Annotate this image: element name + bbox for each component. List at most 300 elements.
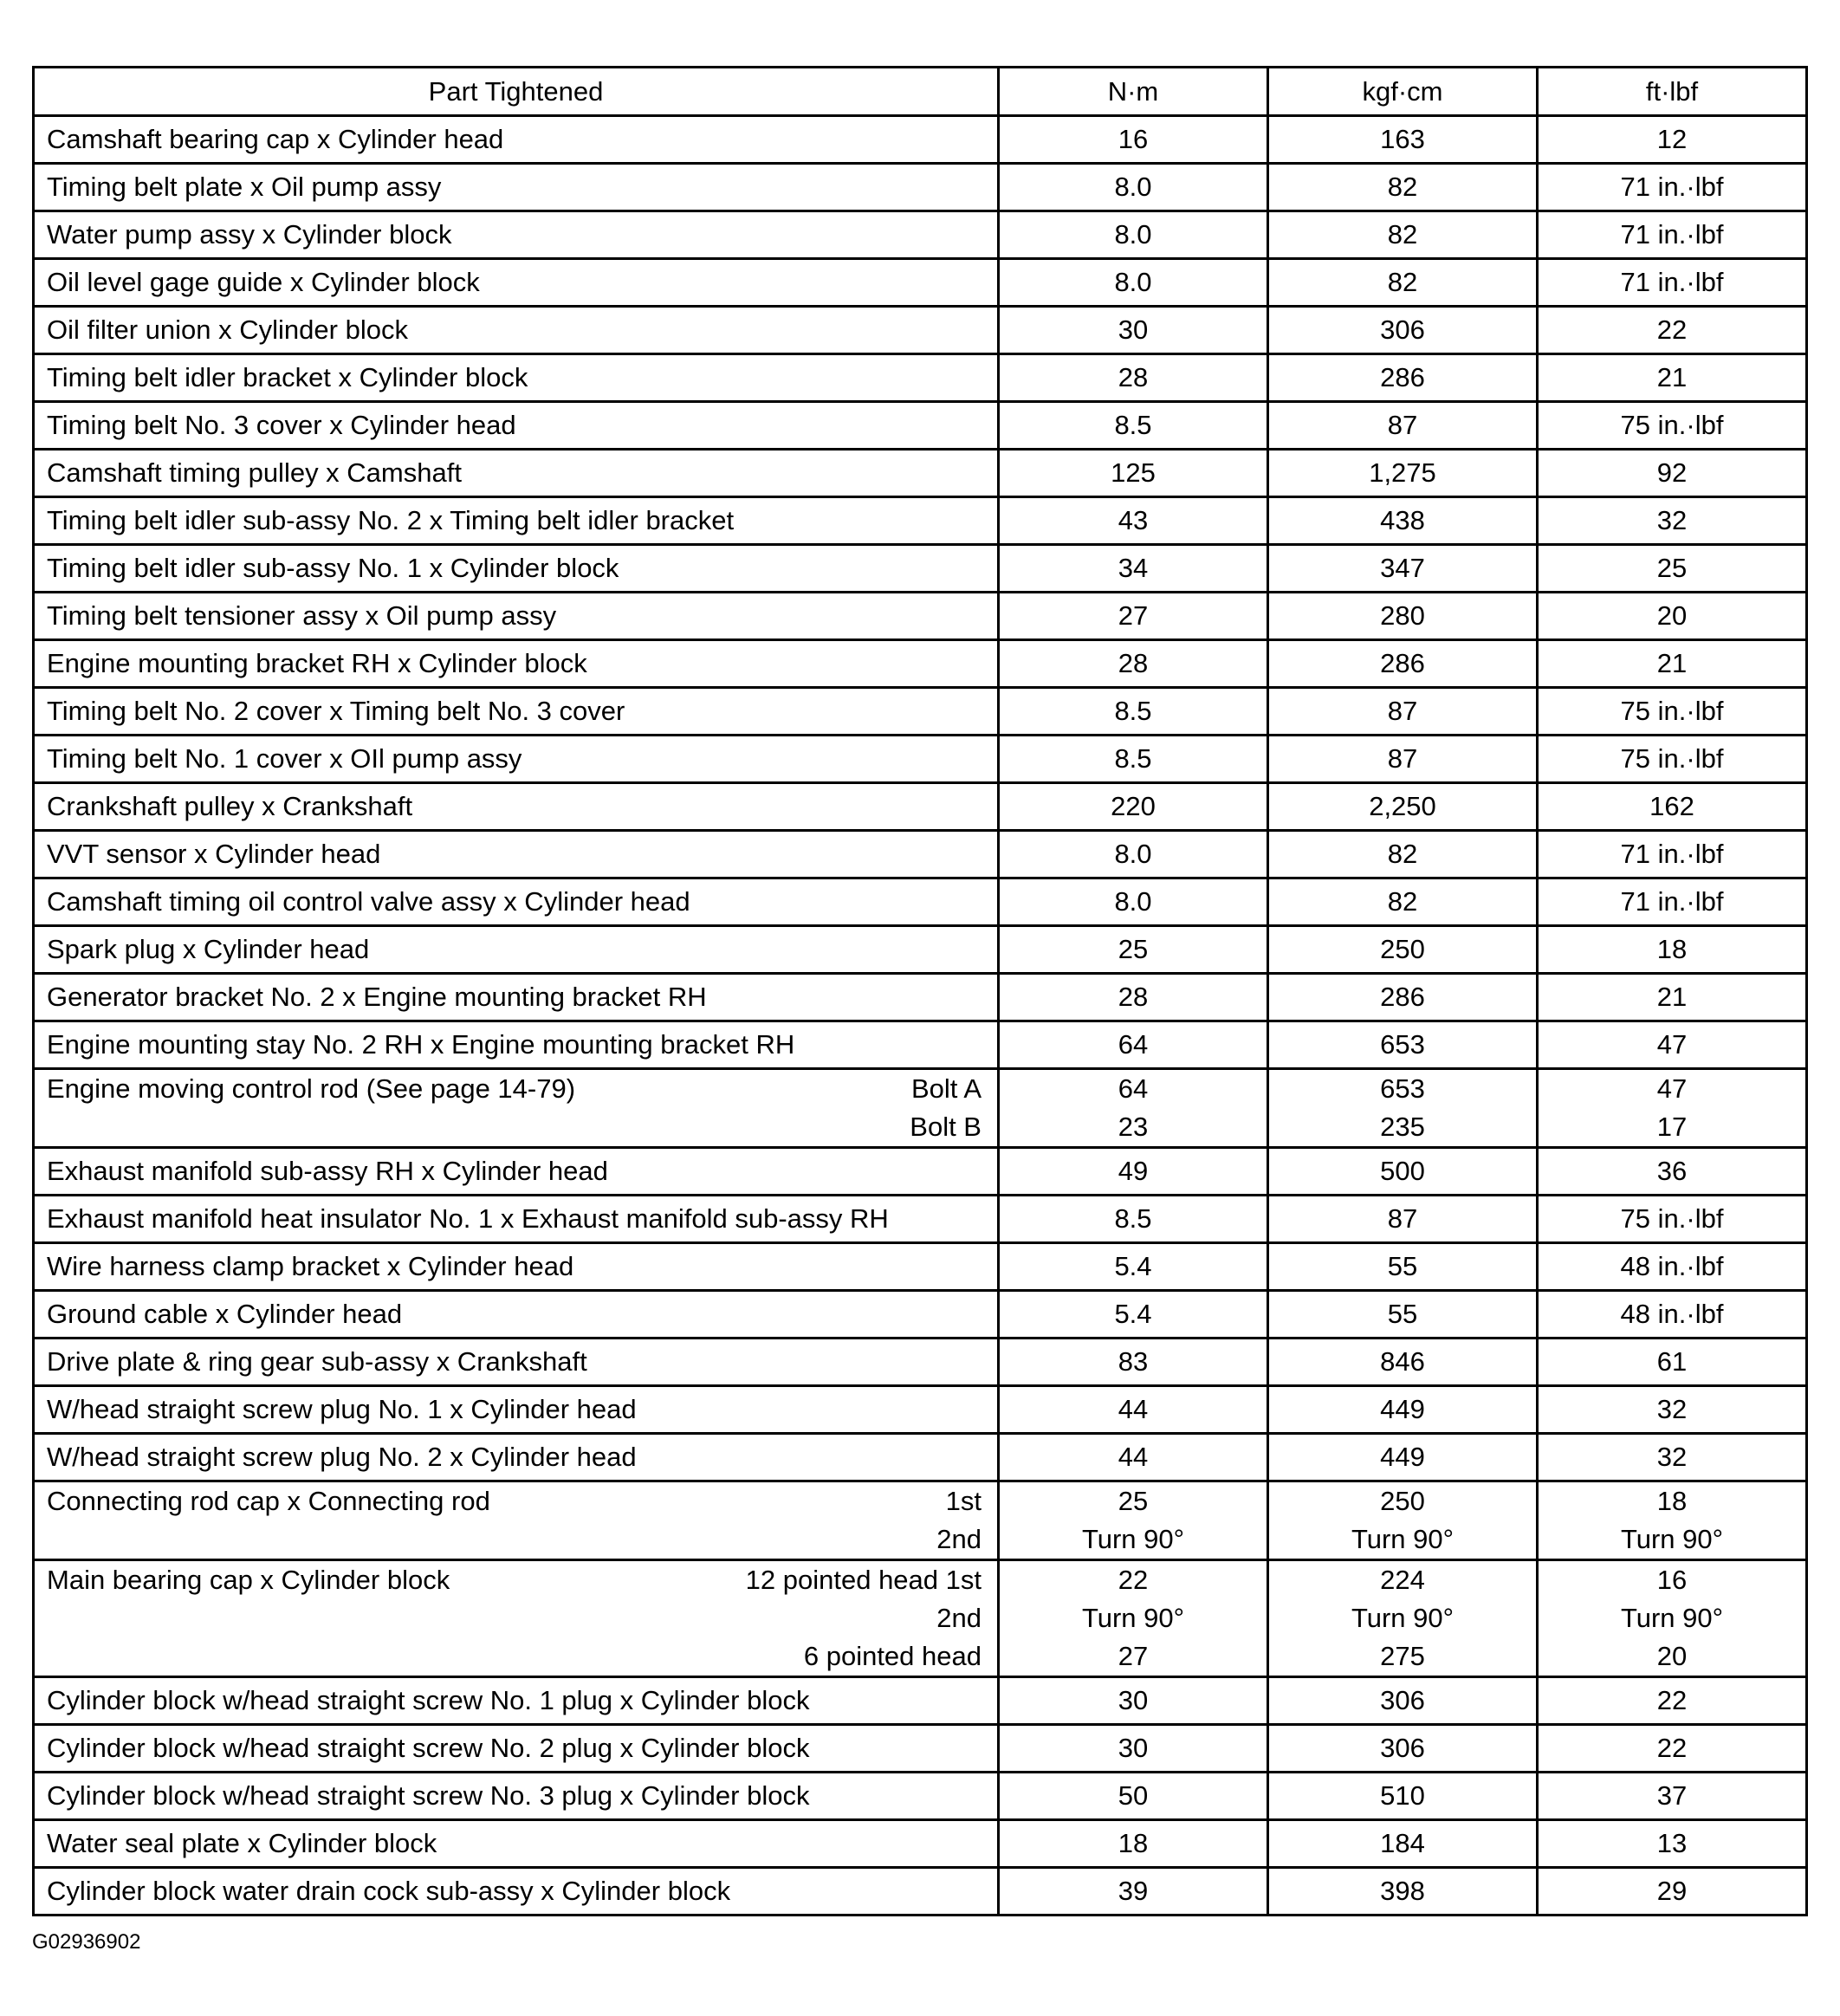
kgfcm-cell	[1268, 1434, 1538, 1481]
value: 449	[1380, 1442, 1425, 1472]
ftlbf-cell	[1538, 1434, 1807, 1481]
nm-cell	[999, 1481, 1268, 1560]
part-name: W/head straight screw plug No. 2 x Cylinder head	[47, 1442, 637, 1472]
table-row	[34, 1243, 1807, 1291]
kgfcm-cell	[1268, 1560, 1538, 1677]
nm-cell	[999, 926, 1268, 974]
part-cell	[34, 1196, 999, 1243]
table-row	[34, 1339, 1807, 1386]
value: 653	[1380, 1029, 1425, 1060]
kgfcm-cell	[1268, 211, 1538, 259]
nm-cell	[999, 497, 1268, 545]
value: 37	[1656, 1780, 1688, 1811]
ftlbf-cell	[1538, 878, 1807, 926]
ftlbf-cell	[1538, 783, 1807, 831]
kgfcm-cell	[1268, 1148, 1538, 1196]
value: 306	[1380, 1685, 1425, 1715]
part-name: Main bearing cap x Cylinder block	[47, 1565, 450, 1595]
value: 1,275	[1369, 457, 1436, 488]
table-row	[34, 545, 1807, 593]
kgfcm-cell	[1268, 1677, 1538, 1725]
value: 64	[1118, 1029, 1149, 1060]
table-body	[34, 116, 1807, 1916]
part-cell	[34, 736, 999, 783]
nm-cell	[999, 783, 1268, 831]
value: 18	[1118, 1828, 1149, 1858]
part-cell	[34, 1386, 999, 1434]
ftlbf-cell	[1538, 1021, 1807, 1069]
value: 49	[1118, 1156, 1149, 1186]
value: 32	[1656, 505, 1688, 535]
ftlbf-cell	[1538, 1560, 1807, 1677]
ftlbf-cell	[1538, 640, 1807, 688]
part-cell	[34, 1820, 999, 1868]
header-ftlbf: ft·lbf	[1538, 68, 1807, 116]
nm-cell	[999, 640, 1268, 688]
value: 5.4	[1114, 1251, 1152, 1281]
value: 30	[1118, 314, 1149, 345]
step-labels	[936, 1482, 982, 1559]
ftlbf-cell	[1538, 545, 1807, 593]
table-row	[34, 593, 1807, 640]
value: 250	[1380, 934, 1425, 964]
nm-cell	[999, 1291, 1268, 1339]
ftlbf-cell	[1538, 1868, 1807, 1916]
value: 22	[1656, 314, 1688, 345]
part-name: Timing belt No. 1 cover x OIl pump assy	[47, 743, 522, 774]
header-part-tightened: Part Tightened	[34, 68, 999, 116]
value: 21	[1656, 362, 1688, 392]
value: 87	[1387, 696, 1418, 726]
part-cell	[34, 640, 999, 688]
value: 8.5	[1114, 743, 1152, 774]
ftlbf-cell	[1538, 1773, 1807, 1820]
part-cell	[34, 1434, 999, 1481]
ftlbf-cell	[1538, 1243, 1807, 1291]
ftlbf-cell	[1538, 1725, 1807, 1773]
ftlbf-cell	[1538, 116, 1807, 164]
part-cell	[34, 259, 999, 307]
nm-cell	[999, 974, 1268, 1021]
table-row	[34, 1481, 1807, 1560]
nm-cell	[999, 402, 1268, 450]
table-row	[34, 1148, 1807, 1196]
part-cell	[34, 1069, 999, 1148]
value: 16	[1656, 1565, 1688, 1595]
part-name: Timing belt plate x Oil pump assy	[47, 172, 442, 202]
table-row	[34, 640, 1807, 688]
value: Turn 90°	[1620, 1603, 1724, 1633]
value: 71 in.·lbf	[1620, 219, 1724, 250]
value: 280	[1380, 600, 1425, 631]
value: 250	[1380, 1486, 1425, 1516]
nm-cell	[999, 116, 1268, 164]
table-row	[34, 1069, 1807, 1148]
part-name: Connecting rod cap x Connecting rod	[47, 1486, 490, 1516]
table-row	[34, 354, 1807, 402]
part-name: Water pump assy x Cylinder block	[47, 219, 452, 250]
ftlbf-cell	[1538, 450, 1807, 497]
part-name: Exhaust manifold heat insulator No. 1 x Exhaust manifold sub-assy RH	[47, 1203, 889, 1234]
value: 220	[1111, 791, 1156, 821]
nm-cell	[999, 1196, 1268, 1243]
part-name: Cylinder block w/head straight screw No. 3 plug x Cylinder block	[47, 1780, 810, 1811]
nm-cell	[999, 1773, 1268, 1820]
step-label: Bolt A	[911, 1073, 982, 1104]
value: 82	[1387, 839, 1418, 869]
table-row	[34, 926, 1807, 974]
nm-cell	[999, 450, 1268, 497]
value: 75 in.·lbf	[1620, 410, 1724, 440]
table-row	[34, 1386, 1807, 1434]
step-label: 2nd	[936, 1603, 982, 1633]
ftlbf-cell	[1538, 1196, 1807, 1243]
table-row	[34, 450, 1807, 497]
value: 82	[1387, 172, 1418, 202]
value: 28	[1118, 362, 1149, 392]
value: 235	[1380, 1112, 1425, 1142]
value: 449	[1380, 1394, 1425, 1424]
table-row	[34, 974, 1807, 1021]
value: 71 in.·lbf	[1620, 267, 1724, 297]
torque-spec-table	[32, 66, 1808, 1916]
part-name: Timing belt tensioner assy x Oil pump assy	[47, 600, 557, 631]
kgfcm-cell	[1268, 831, 1538, 878]
part-name: Engine moving control rod (See page 14-79)	[47, 1073, 576, 1104]
value: 50	[1118, 1780, 1149, 1811]
kgfcm-cell	[1268, 974, 1538, 1021]
nm-cell	[999, 545, 1268, 593]
part-name: VVT sensor x Cylinder head	[47, 839, 381, 869]
value: 653	[1380, 1073, 1425, 1104]
value: 163	[1380, 124, 1425, 154]
value: 55	[1387, 1251, 1418, 1281]
part-cell	[34, 164, 999, 211]
nm-cell	[999, 1021, 1268, 1069]
value: 8.5	[1114, 410, 1152, 440]
part-name: Camshaft timing pulley x Camshaft	[47, 457, 462, 488]
part-cell	[34, 354, 999, 402]
part-cell	[34, 1773, 999, 1820]
value: 22	[1656, 1733, 1688, 1763]
nm-cell	[999, 354, 1268, 402]
part-cell	[34, 831, 999, 878]
nm-cell	[999, 593, 1268, 640]
value: 44	[1118, 1442, 1149, 1472]
table-row	[34, 402, 1807, 450]
value: 48 in.·lbf	[1620, 1251, 1724, 1281]
ftlbf-cell	[1538, 1069, 1807, 1148]
value: 34	[1118, 553, 1149, 583]
part-name: Spark plug x Cylinder head	[47, 934, 370, 964]
value: 2,250	[1369, 791, 1436, 821]
value: 184	[1380, 1828, 1425, 1858]
value: 8.5	[1114, 696, 1152, 726]
part-cell	[34, 1481, 999, 1560]
part-cell	[34, 1291, 999, 1339]
value: 71 in.·lbf	[1620, 886, 1724, 917]
value: 87	[1387, 743, 1418, 774]
part-name: Timing belt idler bracket x Cylinder block	[47, 362, 528, 392]
step-labels	[746, 1561, 982, 1676]
value: 75 in.·lbf	[1620, 743, 1724, 774]
part-name: Exhaust manifold sub-assy RH x Cylinder head	[47, 1156, 608, 1186]
value: 55	[1387, 1299, 1418, 1329]
table-row	[34, 497, 1807, 545]
part-cell	[34, 688, 999, 736]
table-row	[34, 1773, 1807, 1820]
part-cell	[34, 1339, 999, 1386]
part-name: Cylinder block w/head straight screw No. 1 plug x Cylinder block	[47, 1685, 810, 1715]
table-row	[34, 211, 1807, 259]
nm-cell	[999, 736, 1268, 783]
table-row	[34, 1291, 1807, 1339]
table-row	[34, 259, 1807, 307]
nm-cell	[999, 1434, 1268, 1481]
step-label: Bolt B	[910, 1112, 982, 1142]
part-name: Oil filter union x Cylinder block	[47, 314, 408, 345]
value: 82	[1387, 886, 1418, 917]
value: 12	[1656, 124, 1688, 154]
part-name: Timing belt idler sub-assy No. 1 x Cylinder block	[47, 553, 619, 583]
part-name: Engine mounting stay No. 2 RH x Engine mounting bracket RH	[47, 1029, 795, 1060]
nm-cell	[999, 1725, 1268, 1773]
kgfcm-cell	[1268, 116, 1538, 164]
part-cell	[34, 974, 999, 1021]
table-row	[34, 1820, 1807, 1868]
part-name: Drive plate & ring gear sub-assy x Crankshaft	[47, 1346, 587, 1377]
kgfcm-cell	[1268, 164, 1538, 211]
value: 43	[1118, 505, 1149, 535]
ftlbf-cell	[1538, 1339, 1807, 1386]
nm-cell	[999, 1243, 1268, 1291]
value: 87	[1387, 410, 1418, 440]
value: 286	[1380, 982, 1425, 1012]
part-cell	[34, 1560, 999, 1677]
value: 92	[1656, 457, 1688, 488]
kgfcm-cell	[1268, 926, 1538, 974]
ftlbf-cell	[1538, 736, 1807, 783]
value: 18	[1656, 934, 1688, 964]
nm-cell	[999, 307, 1268, 354]
value: 500	[1380, 1156, 1425, 1186]
value: 438	[1380, 505, 1425, 535]
ftlbf-cell	[1538, 974, 1807, 1021]
kgfcm-cell	[1268, 450, 1538, 497]
value: 286	[1380, 362, 1425, 392]
part-cell	[34, 307, 999, 354]
kgfcm-cell	[1268, 1021, 1538, 1069]
value: 29	[1656, 1876, 1688, 1906]
table-row	[34, 1434, 1807, 1481]
part-name: Timing belt No. 2 cover x Timing belt No. 3 cover	[47, 696, 625, 726]
part-name: Camshaft timing oil control valve assy x Cylinder head	[47, 886, 690, 917]
kgfcm-cell	[1268, 1196, 1538, 1243]
value: 162	[1649, 791, 1694, 821]
value: 8.0	[1114, 886, 1152, 917]
value: 21	[1656, 982, 1688, 1012]
part-name: Oil level gage guide x Cylinder block	[47, 267, 480, 297]
value: 47	[1656, 1029, 1688, 1060]
ftlbf-cell	[1538, 307, 1807, 354]
value: 347	[1380, 553, 1425, 583]
part-name: Camshaft bearing cap x Cylinder head	[47, 124, 504, 154]
ftlbf-cell	[1538, 164, 1807, 211]
table-row	[34, 831, 1807, 878]
value: 75 in.·lbf	[1620, 1203, 1724, 1234]
nm-cell	[999, 688, 1268, 736]
value: 306	[1380, 314, 1425, 345]
kgfcm-cell	[1268, 593, 1538, 640]
nm-cell	[999, 1677, 1268, 1725]
part-cell	[34, 116, 999, 164]
value: 25	[1118, 934, 1149, 964]
step-label: 6 pointed head	[803, 1641, 982, 1671]
kgfcm-cell	[1268, 354, 1538, 402]
value: 306	[1380, 1733, 1425, 1763]
ftlbf-cell	[1538, 402, 1807, 450]
header-nm: N·m	[999, 68, 1268, 116]
value: 28	[1118, 982, 1149, 1012]
part-cell	[34, 1021, 999, 1069]
table-row	[34, 1560, 1807, 1677]
part-cell	[34, 402, 999, 450]
value: 32	[1656, 1442, 1688, 1472]
step-label: 1st	[945, 1486, 982, 1516]
value: 36	[1656, 1156, 1688, 1186]
ftlbf-cell	[1538, 1291, 1807, 1339]
value: 75 in.·lbf	[1620, 696, 1724, 726]
part-name: Timing belt No. 3 cover x Cylinder head	[47, 410, 516, 440]
value: 8.0	[1114, 267, 1152, 297]
value: 61	[1656, 1346, 1688, 1377]
table-row	[34, 736, 1807, 783]
table-row	[34, 116, 1807, 164]
ftlbf-cell	[1538, 354, 1807, 402]
table-row	[34, 1868, 1807, 1916]
value: Turn 90°	[1351, 1524, 1455, 1554]
table-row	[34, 783, 1807, 831]
value: Turn 90°	[1081, 1524, 1185, 1554]
kgfcm-cell	[1268, 259, 1538, 307]
value: 16	[1118, 124, 1149, 154]
value: 5.4	[1114, 1299, 1152, 1329]
value: 47	[1656, 1073, 1688, 1104]
value: 21	[1656, 648, 1688, 678]
value: 8.5	[1114, 1203, 1152, 1234]
kgfcm-cell	[1268, 1386, 1538, 1434]
part-name: Wire harness clamp bracket x Cylinder head	[47, 1251, 574, 1281]
value: 71 in.·lbf	[1620, 839, 1724, 869]
value: 398	[1380, 1876, 1425, 1906]
table-row	[34, 307, 1807, 354]
kgfcm-cell	[1268, 1339, 1538, 1386]
kgfcm-cell	[1268, 1069, 1538, 1148]
value: 27	[1118, 600, 1149, 631]
kgfcm-cell	[1268, 1243, 1538, 1291]
nm-cell	[999, 1386, 1268, 1434]
figure-code: G02936902	[32, 1930, 141, 1954]
value: 17	[1656, 1112, 1688, 1142]
part-name: Generator bracket No. 2 x Engine mounting bracket RH	[47, 982, 707, 1012]
part-cell	[34, 211, 999, 259]
kgfcm-cell	[1268, 878, 1538, 926]
value: 22	[1118, 1565, 1149, 1595]
value: Turn 90°	[1620, 1524, 1724, 1554]
nm-cell	[999, 1560, 1268, 1677]
header-row	[34, 68, 1807, 116]
nm-cell	[999, 1339, 1268, 1386]
value: 71 in.·lbf	[1620, 172, 1724, 202]
nm-cell	[999, 831, 1268, 878]
value: 87	[1387, 1203, 1418, 1234]
value: 510	[1380, 1780, 1425, 1811]
value: 27	[1118, 1641, 1149, 1671]
part-cell	[34, 450, 999, 497]
kgfcm-cell	[1268, 1820, 1538, 1868]
ftlbf-cell	[1538, 1677, 1807, 1725]
value: 28	[1118, 648, 1149, 678]
nm-cell	[999, 1820, 1268, 1868]
part-cell	[34, 1677, 999, 1725]
nm-cell	[999, 878, 1268, 926]
kgfcm-cell	[1268, 783, 1538, 831]
table-row	[34, 1677, 1807, 1725]
kgfcm-cell	[1268, 1725, 1538, 1773]
table-row	[34, 1196, 1807, 1243]
part-name: Ground cable x Cylinder head	[47, 1299, 403, 1329]
ftlbf-cell	[1538, 1481, 1807, 1560]
value: 30	[1118, 1685, 1149, 1715]
kgfcm-cell	[1268, 1481, 1538, 1560]
value: 8.0	[1114, 839, 1152, 869]
part-name: Crankshaft pulley x Crankshaft	[47, 791, 413, 821]
ftlbf-cell	[1538, 831, 1807, 878]
table-row	[34, 1021, 1807, 1069]
nm-cell	[999, 1868, 1268, 1916]
nm-cell	[999, 259, 1268, 307]
ftlbf-cell	[1538, 497, 1807, 545]
step-label: 2nd	[936, 1524, 982, 1554]
value: 22	[1656, 1685, 1688, 1715]
value: Turn 90°	[1351, 1603, 1455, 1633]
nm-cell	[999, 164, 1268, 211]
ftlbf-cell	[1538, 259, 1807, 307]
value: 18	[1656, 1486, 1688, 1516]
ftlbf-cell	[1538, 593, 1807, 640]
value: 20	[1656, 600, 1688, 631]
value: 20	[1656, 1641, 1688, 1671]
part-name: Cylinder block w/head straight screw No. 2 plug x Cylinder block	[47, 1733, 810, 1763]
ftlbf-cell	[1538, 688, 1807, 736]
value: 125	[1111, 457, 1156, 488]
kgfcm-cell	[1268, 736, 1538, 783]
table-row	[34, 688, 1807, 736]
step-label: 12 pointed head 1st	[745, 1565, 982, 1595]
kgfcm-cell	[1268, 1773, 1538, 1820]
value: 30	[1118, 1733, 1149, 1763]
value: 8.0	[1114, 172, 1152, 202]
kgfcm-cell	[1268, 307, 1538, 354]
step-labels	[910, 1070, 982, 1146]
kgfcm-cell	[1268, 402, 1538, 450]
ftlbf-cell	[1538, 926, 1807, 974]
nm-cell	[999, 1069, 1268, 1148]
kgfcm-cell	[1268, 640, 1538, 688]
part-name: Cylinder block water drain cock sub-assy x Cylinder block	[47, 1876, 731, 1906]
value: 44	[1118, 1394, 1149, 1424]
value: 83	[1118, 1346, 1149, 1377]
